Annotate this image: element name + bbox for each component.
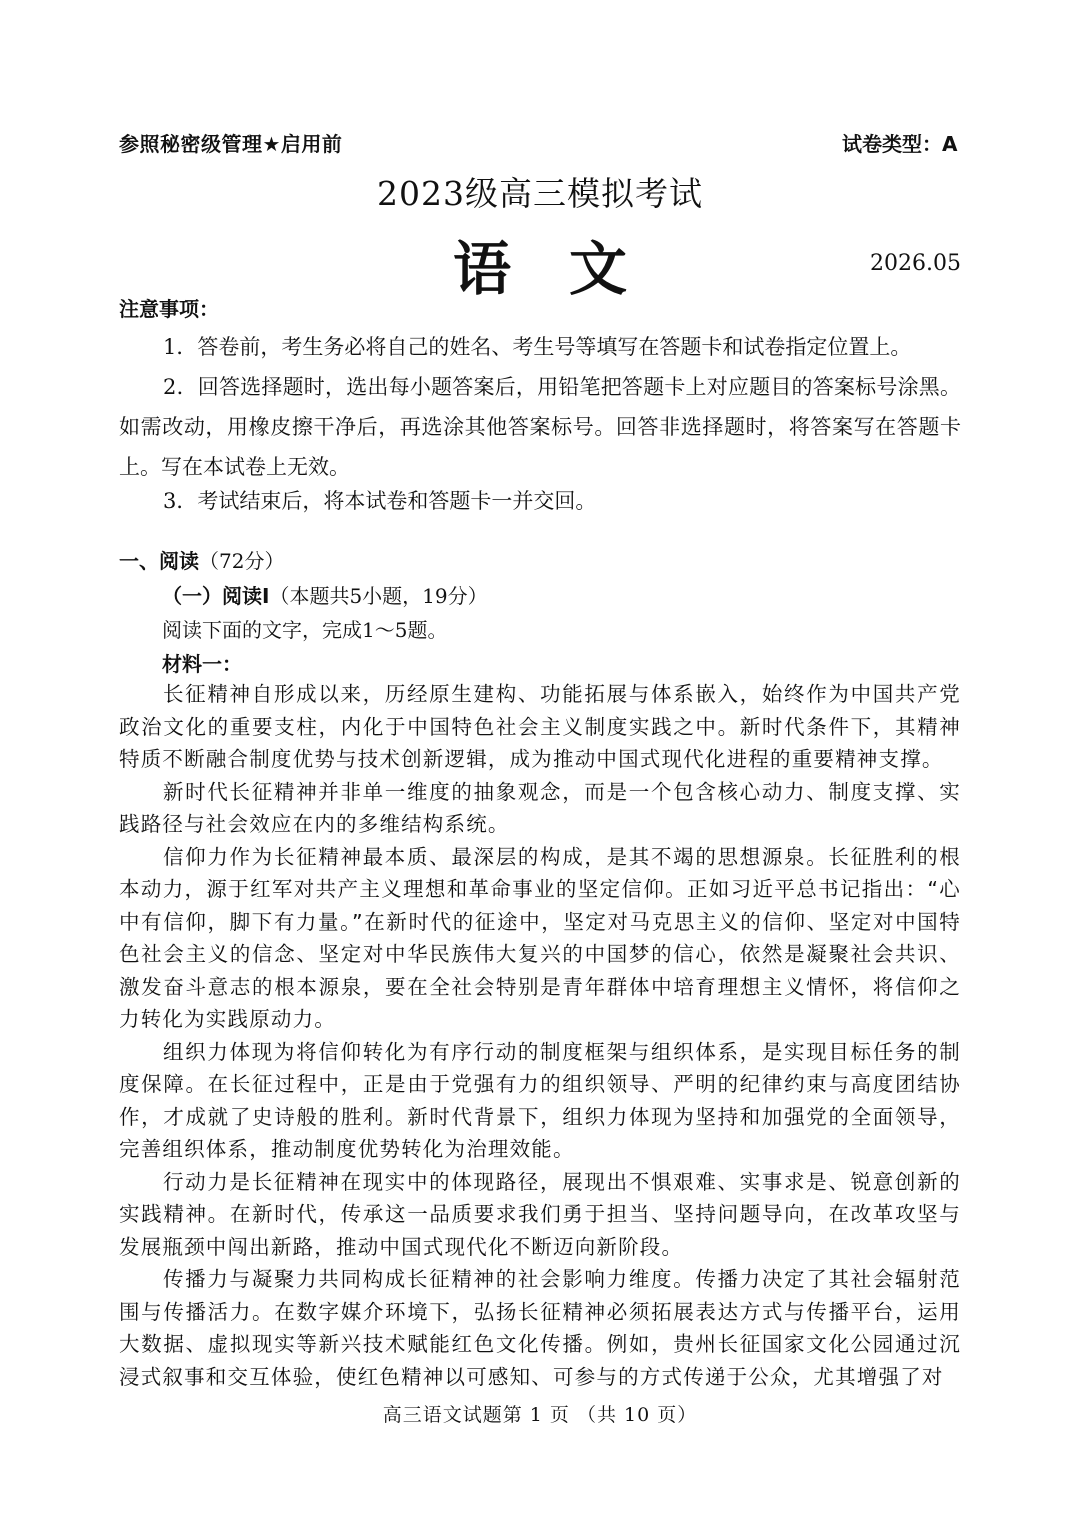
notice-item-1: 1．答卷前，考生务必将自己的姓名、考生号等填写在答题卡和试卷指定位置上。 [163,335,912,359]
passage-paragraph: 行动力是长征精神在现实中的体现路径，展现出不惧艰难、实事求是、锐意创新的实践精神。在新时代，传承这一品质要求我们勇于担当、坚持问题导向，在改革攻坚与发展瓶颈中闯出新路，推动中国式现代化不断迈向新阶段。 [119,1169,961,1259]
notice-heading: 注意事项： [119,297,219,321]
notice-item-2: 2．回答选择题时，选出每小题答案后，用铅笔把答题卡上对应题目的答案标号涂黑。如需改动，用橡皮擦干净后，再选涂其他答案标号。回答非选择题时，将答案写在答题卡上。写在本试卷上无效。 [119,375,961,479]
exam-title: 2023级高三模拟考试 [377,174,703,213]
material-label: 材料一： [162,652,242,676]
subject-title: 语文 [452,235,685,303]
part-title: （一）阅读Ⅰ [162,584,270,608]
passage-paragraph: 新时代长征精神并非单一维度的抽象观念，而是一个包含核心动力、制度支撑、实践路径与社会效应在内的多维结构系统。 [119,779,961,836]
confidentiality-label: 参照秘密级管理★启用前 [119,132,343,156]
page-footer: 高三语文试题第 1 页 （共 10 页） [382,1404,698,1426]
part-info: （本题共5小题，19分） [269,584,488,608]
exam-date: 2026.05 [870,251,961,276]
passage-paragraph: 信仰力作为长征精神最本质、最深层的构成，是其不竭的思想源泉。长征胜利的根本动力，源于红军对共产主义理想和革命事业的坚定信仰。正如习近平总书记指出：“心中有信仰，脚下有力量。”在新时代的征途中，坚定对马克思主义的信仰、坚定对中国特色社会主义的信念、坚定对中华民族伟大复兴的中国梦的信心，依然是凝聚社会共识、激发奋斗意志的根本源泉，要在全社会特别是青年群体中培育理想主义情怀，将信仰之力转化为实践原动力。 [119,844,961,1031]
notice-item-3: 3．考试结束后，将本试卷和答题卡一并交回。 [163,489,597,513]
paper-type-label: 试卷类型：A [842,132,958,156]
reading-passage [119,678,961,1393]
passage-paragraph: 传播力与凝聚力共同构成长征精神的社会影响力维度。传播力决定了其社会辐射范围与传播活力。在数字媒介环境下，弘扬长征精神必须拓展表达方式与传播平台，运用大数据、虚拟现实等新兴技术赋能红色文化传播。例如，贵州长征国家文化公园通过沉浸式叙事和交互体验，使红色精神以可感知、可参与的方式传递于公众，尤其增强了对 [119,1267,961,1389]
passage-paragraph: 长征精神自形成以来，历经原生建构、功能拓展与体系嵌入，始终作为中国共产党政治文化的重要支柱，内化于中国特色社会主义制度实践之中。新时代条件下，其精神特质不断融合制度优势与技术创新逻辑，成为推动中国式现代化进程的重要精神支撑。 [119,682,961,771]
part-heading [162,580,488,609]
passage-paragraph: 组织力体现为将信仰转化为有序行动的制度框架与组织体系，是实现目标任务的制度保障。在长征过程中，正是由于党强有力的组织领导、严明的纪律约束与高度团结协作，才成就了史诗般的胜利。新时代背景下，组织力体现为坚持和加强党的全面领导，完善组织体系，推动制度优势转化为治理效能。 [119,1039,961,1161]
section-title: 一、阅读 [119,549,199,573]
section-score: （72分） [199,549,285,573]
reading-instruction: 阅读下面的文字，完成1～5题。 [162,618,448,642]
section-heading [119,545,284,574]
